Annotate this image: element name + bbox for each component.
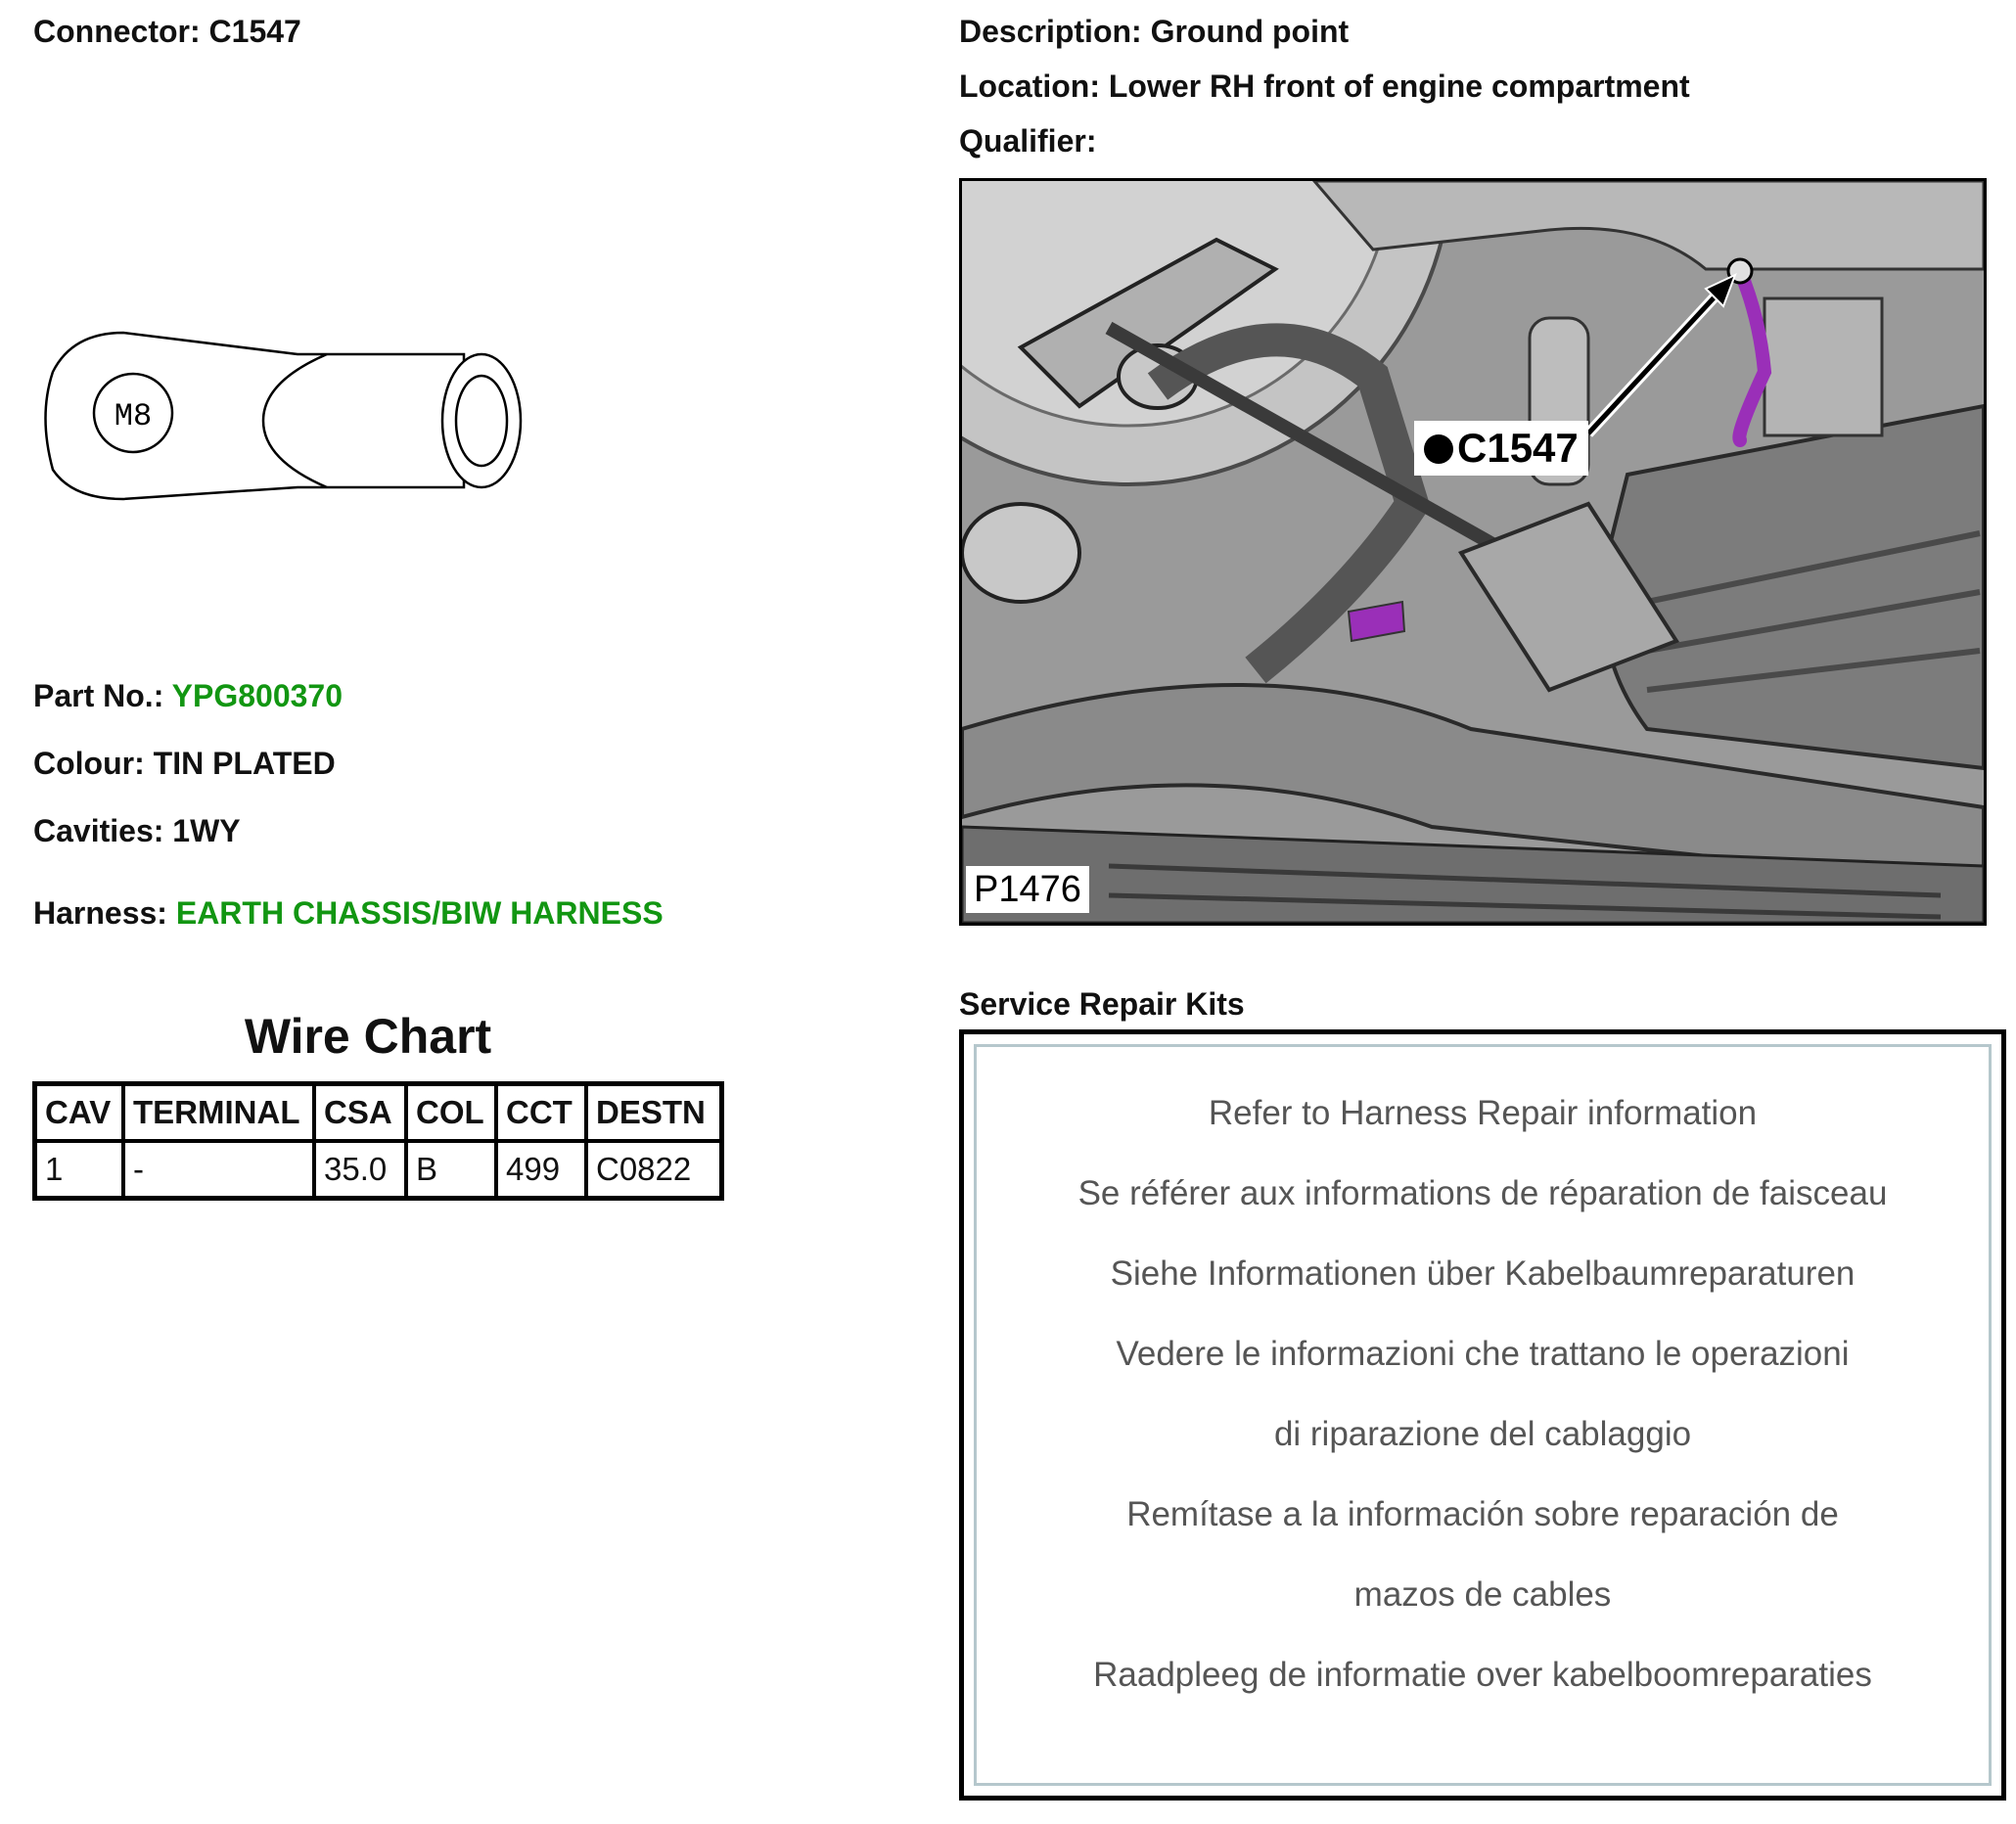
part-no-line xyxy=(33,678,343,714)
location-label: Location: xyxy=(959,68,1100,104)
callout-dot-icon xyxy=(1424,434,1453,464)
location-line xyxy=(959,68,1690,105)
cell-destn[interactable]: C0822 xyxy=(586,1141,722,1199)
stud-size-label: M8 xyxy=(114,398,153,434)
harness-label: Harness: xyxy=(33,895,167,931)
repair-line-nl: Raadpleeg de informatie over kabelboomreparaties xyxy=(1093,1656,1872,1694)
colour-label: Colour: xyxy=(33,746,145,781)
wire-chart-table xyxy=(32,1081,724,1201)
cell-cav: 1 xyxy=(35,1141,124,1199)
cell-col: B xyxy=(406,1141,496,1199)
bushing-left xyxy=(962,504,1079,602)
description-line xyxy=(959,14,1349,50)
repair-line-fr: Se référer aux informations de réparation de faisceau xyxy=(1077,1174,1888,1212)
cavities-line xyxy=(33,813,241,849)
harness-link[interactable]: EARTH CHASSIS/BIW HARNESS xyxy=(175,895,664,931)
callout-text: C1547 xyxy=(1457,425,1579,471)
cell-cct: 499 xyxy=(496,1141,586,1199)
cell-terminal: - xyxy=(123,1141,314,1199)
wire-chart-header-row xyxy=(35,1084,722,1142)
colour-value: TIN PLATED xyxy=(153,746,336,781)
service-repair-inner xyxy=(974,1044,1992,1786)
header-col: COL xyxy=(406,1084,496,1142)
connector-label: Connector: xyxy=(33,14,201,49)
service-repair-box xyxy=(959,1029,2006,1801)
qualifier-label: Qualifier: xyxy=(959,123,1097,159)
repair-line-it-1: Vedere le informazioni che trattano le operazioni xyxy=(1116,1335,1850,1373)
connector-value: C1547 xyxy=(208,14,301,49)
connector-callout xyxy=(1414,421,1588,476)
harness-line xyxy=(33,895,664,932)
barrel-end-inner xyxy=(456,376,507,466)
part-no-link[interactable]: YPG800370 xyxy=(171,678,344,713)
cell-csa: 35.0 xyxy=(314,1141,406,1199)
cavities-value: 1WY xyxy=(172,813,241,848)
header-cct: CCT xyxy=(496,1084,586,1142)
repair-line-es-2: mazos de cables xyxy=(1353,1575,1612,1614)
table-row xyxy=(35,1141,722,1199)
repair-line-it-2: di riparazione del cablaggio xyxy=(1273,1415,1692,1453)
header-terminal: TERMINAL xyxy=(123,1084,314,1142)
description-label: Description: xyxy=(959,14,1142,49)
service-repair-title: Service Repair Kits xyxy=(959,986,1245,1022)
repair-line-es-1: Remítase a la información sobre reparación de xyxy=(1126,1495,1839,1533)
photo-reference: P1476 xyxy=(966,866,1089,913)
qualifier-line xyxy=(959,123,1096,160)
description-value: Ground point xyxy=(1150,14,1350,49)
location-photo xyxy=(959,178,1987,926)
header-destn: DESTN xyxy=(586,1084,722,1142)
engine-compartment-illustration xyxy=(962,181,1984,923)
header-cav: CAV xyxy=(35,1084,124,1142)
connector-heading xyxy=(33,14,301,50)
wire-chart-title: Wire Chart xyxy=(244,1009,492,1064)
colour-line xyxy=(33,746,336,782)
header-csa: CSA xyxy=(314,1084,406,1142)
repair-line-en: Refer to Harness Repair information xyxy=(1208,1094,1758,1132)
ring-terminal-drawing xyxy=(33,323,532,509)
cavities-label: Cavities: xyxy=(33,813,164,848)
part-no-label: Part No.: xyxy=(33,678,164,713)
location-value: Lower RH front of engine compartment xyxy=(1108,68,1690,104)
bracket-component xyxy=(1764,298,1882,435)
repair-line-de: Siehe Informationen über Kabelbaumreparaturen xyxy=(1110,1254,1856,1293)
